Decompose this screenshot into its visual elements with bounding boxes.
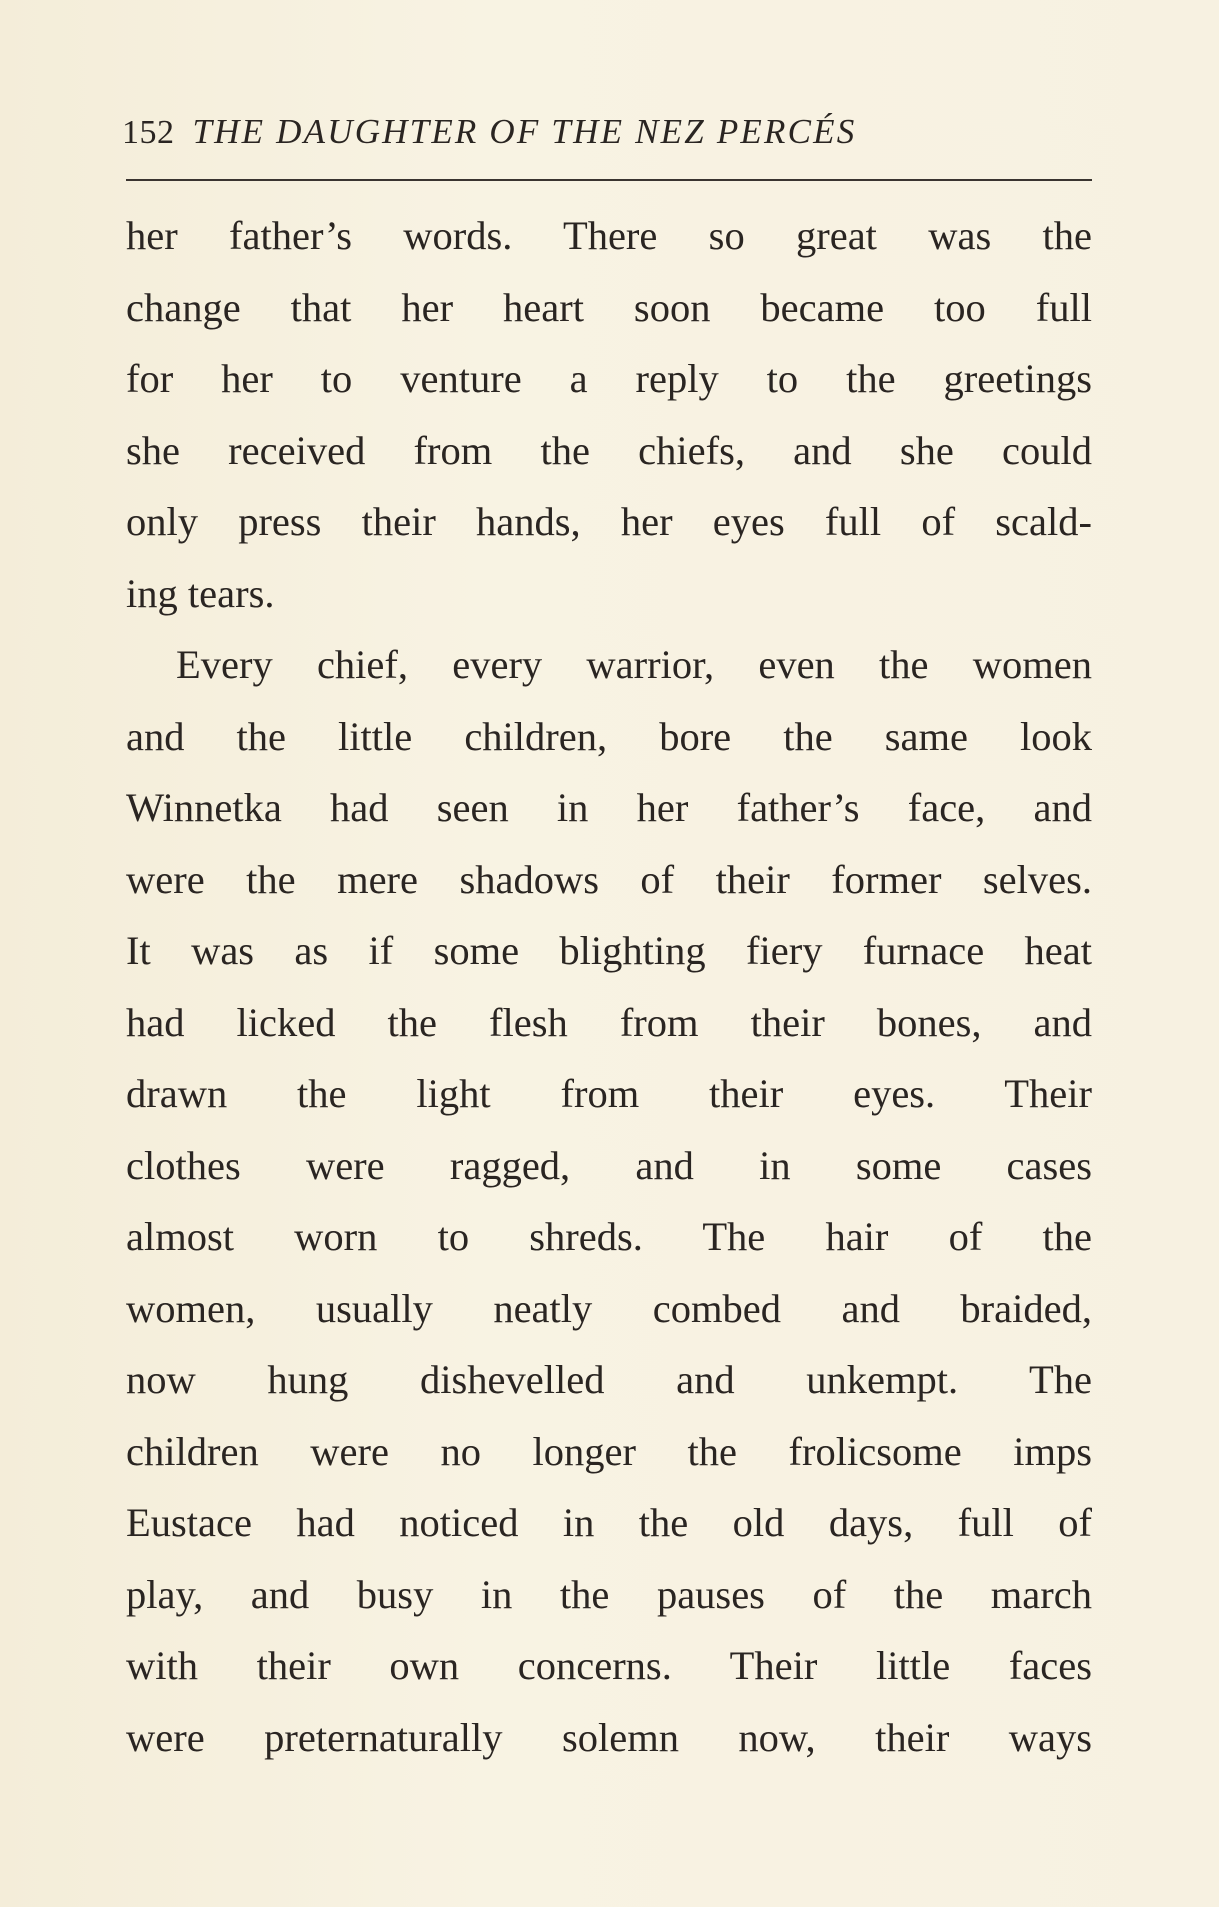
text-line: had licked the flesh from their bones, and xyxy=(126,999,1092,1045)
text-line: clothes were ragged, and in some cases xyxy=(126,1142,1092,1188)
text-line: now hung dishevelled and unkempt. The xyxy=(126,1357,1092,1402)
text-line: and the little children, bore the same look xyxy=(126,713,1092,759)
text-line: change that her heart soon became too full xyxy=(126,284,1092,330)
text-line: drawn the light from their eyes. Their xyxy=(126,1071,1092,1116)
text-line: almost worn to shreds. The hair of the xyxy=(126,1214,1092,1259)
page-number: 152 xyxy=(122,114,175,151)
text-line: Eustace had noticed in the old days, full of xyxy=(126,1500,1092,1545)
text-line: It was as if some blighting fiery furnace heat xyxy=(126,928,1092,973)
text-line: were the mere shadows of their former selves. xyxy=(126,856,1092,902)
body-text xyxy=(126,200,1092,1773)
text-line: she received from the chiefs, and she could xyxy=(126,427,1092,473)
text-line: were preternaturally solemn now, their ways xyxy=(126,1714,1092,1760)
text-line: for her to venture a reply to the greetings xyxy=(126,356,1092,401)
text-line: play, and busy in the pauses of the march xyxy=(126,1571,1092,1617)
text-line: women, usually neatly combed and braided, xyxy=(126,1285,1092,1331)
paragraph-first-line: Every chief, every warrior, even the women xyxy=(176,642,1092,687)
text-line: only press their hands, her eyes full of scald- xyxy=(126,499,1092,544)
running-title: THE DAUGHTER OF THE NEZ PERCÉS xyxy=(192,112,857,151)
running-head xyxy=(122,112,1092,162)
text-line: children were no longer the frolicsome imps xyxy=(126,1428,1092,1474)
text-line: with their own concerns. Their little faces xyxy=(126,1643,1092,1688)
header-rule xyxy=(126,179,1092,181)
text-line: her father’s words. There so great was the xyxy=(126,213,1092,258)
text-line: ing tears. xyxy=(126,570,275,616)
text-line: Winnetka had seen in her father’s face, and xyxy=(126,785,1092,830)
